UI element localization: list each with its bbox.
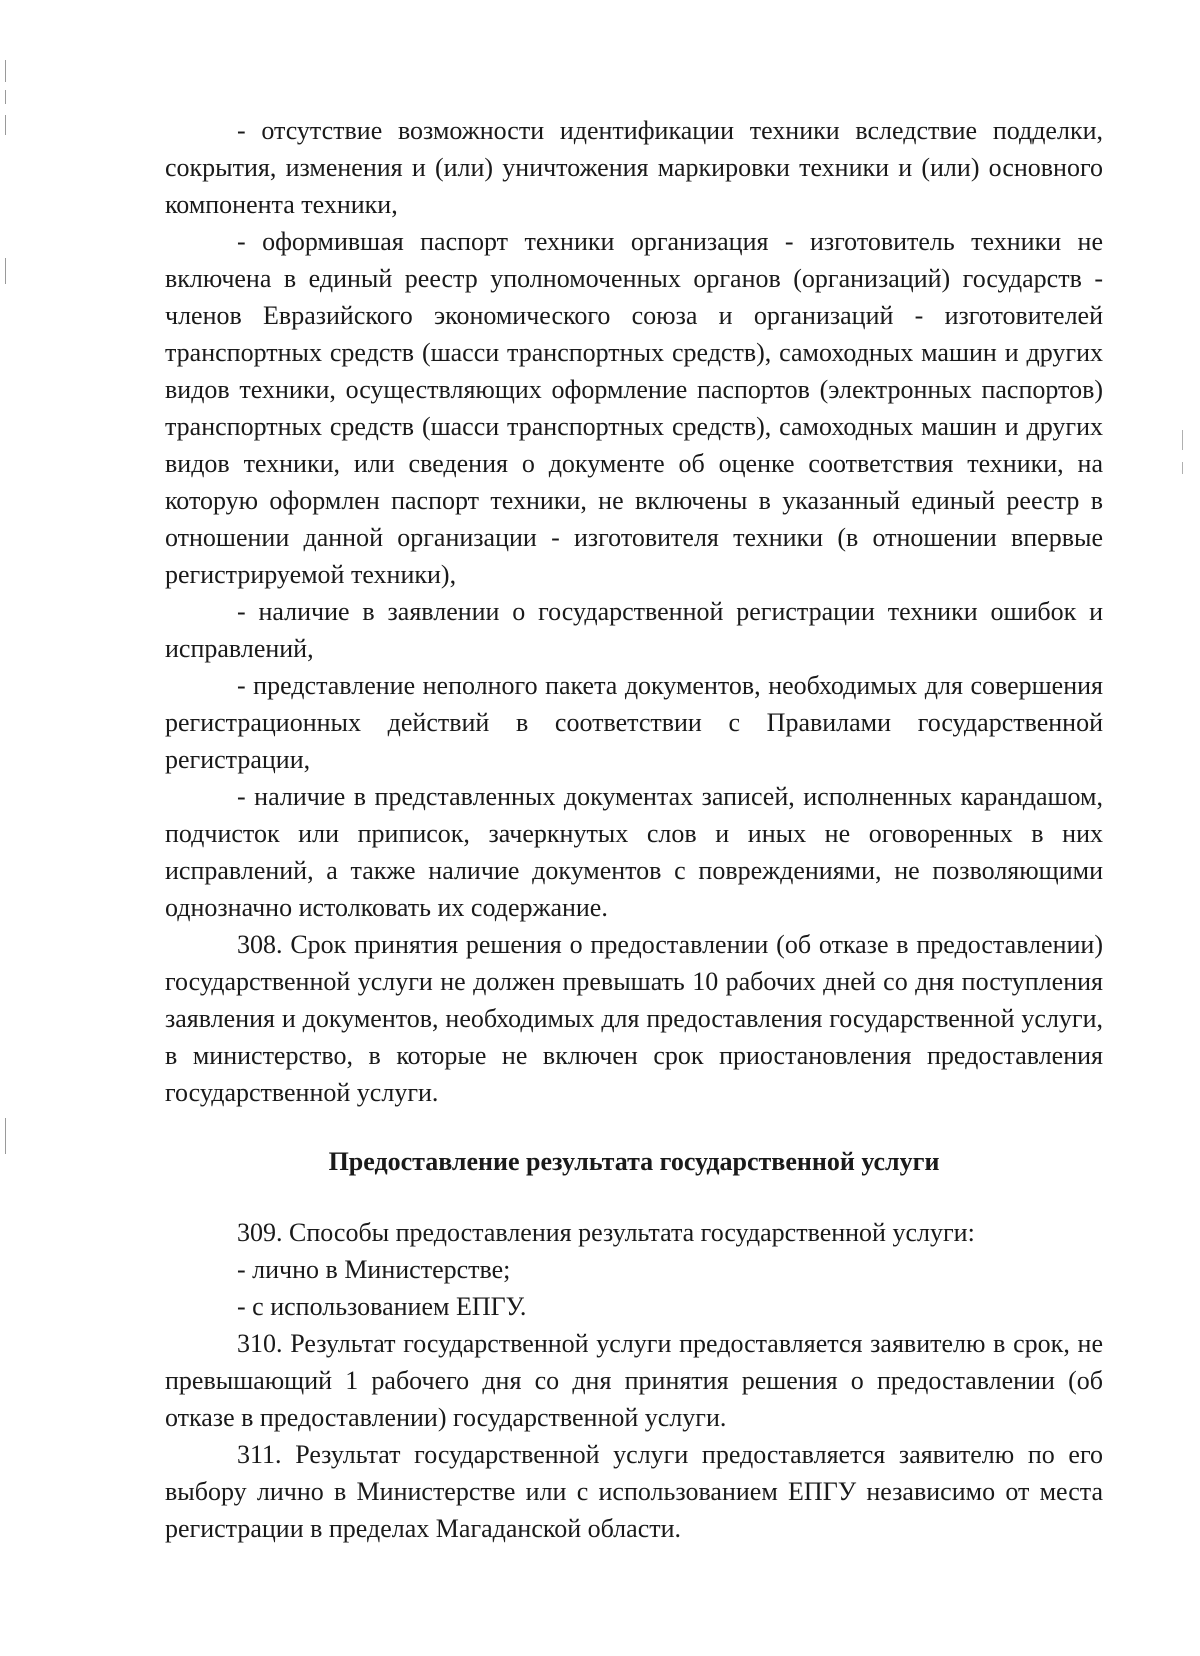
paragraph-incomplete-documents: - представление неполного пакета документов, необходимых для совершения регистрационных действий в соответствии с Правилами государственной регистрации, (165, 671, 1103, 774)
scan-edge-mark (1182, 430, 1183, 450)
paragraph-pencil-corrections: - наличие в представленных документах записей, исполненных карандашом, подчисток или приписок, зачеркнутых слов и иных не оговоренных в них исправлений, а также наличие документов с повреждениями, не позволяющими однозначно истолковать их содержание. (165, 782, 1103, 922)
paragraph-no-identification: - отсутствие возможности идентификации техники вследствие подделки, сокрытия, изменения и (или) уничтожения маркировки техники и (или) основного компонента техники, (165, 116, 1103, 219)
paragraph-application-errors: - наличие в заявлении о государственной регистрации техники ошибок и исправлений, (165, 597, 1103, 663)
scan-edge-mark (5, 115, 6, 135)
paragraph-311-result-choice: 311. Результат государственной услуги предоставляется заявителю по его выбору лично в Министерстве или с использованием ЕПГУ независимо от места регистрации в пределах Магаданской области. (165, 1440, 1103, 1543)
paragraph-310-result-term: 310. Результат государственной услуги предоставляется заявителю в срок, не превышающий 1 рабочего дня со дня принятия решения о предоставлении (об отказе в предоставлении) государственной услуги. (165, 1329, 1103, 1432)
scan-edge-mark (5, 60, 6, 82)
scan-edge-mark (1182, 462, 1183, 474)
scan-edge-mark (5, 90, 6, 104)
scan-edge-mark (5, 1118, 6, 1154)
section-heading: Предоставление результата государственной услуги (328, 1147, 940, 1176)
paragraph-309-methods: 309. Способы предоставления результата государственной услуги: (237, 1218, 975, 1247)
document-body (165, 112, 1103, 1547)
list-item-in-person: - лично в Министерстве; (237, 1255, 511, 1284)
list-item-epgu: - с использованием ЕПГУ. (237, 1292, 527, 1321)
paragraph-308-decision-term: 308. Срок принятия решения о предоставлении (об отказе в предоставлении) государственной услуги не должен превышать 10 рабочих дней со дня поступления заявления и документов, необходимых для предоставления государственной услуги, в министерство, в которые не включен срок приостановления предоставления государственной услуги. (165, 930, 1103, 1107)
paragraph-manufacturer-not-in-registry: - оформившая паспорт техники организация - изготовитель техники не включена в единый реестр уполномоченных органов (организаций) государств - членов Евразийского экономического союза и организаций - изготовителей транспортных средств (шасси транспортных средств), самоходных машин и других видов техники, осуществляющих оформление паспортов (электронных паспортов) транспортных средств (шасси транспортных средств), самоходных машин и других видов техники, или сведения о документе об оценке соответствия техники, на которую оформлен паспорт техники, не включены в указанный единый реестр в отношении данной организации - изготовителя техники (в отношении впервые регистрируемой техники), (165, 227, 1103, 589)
scan-edge-mark (5, 258, 6, 284)
